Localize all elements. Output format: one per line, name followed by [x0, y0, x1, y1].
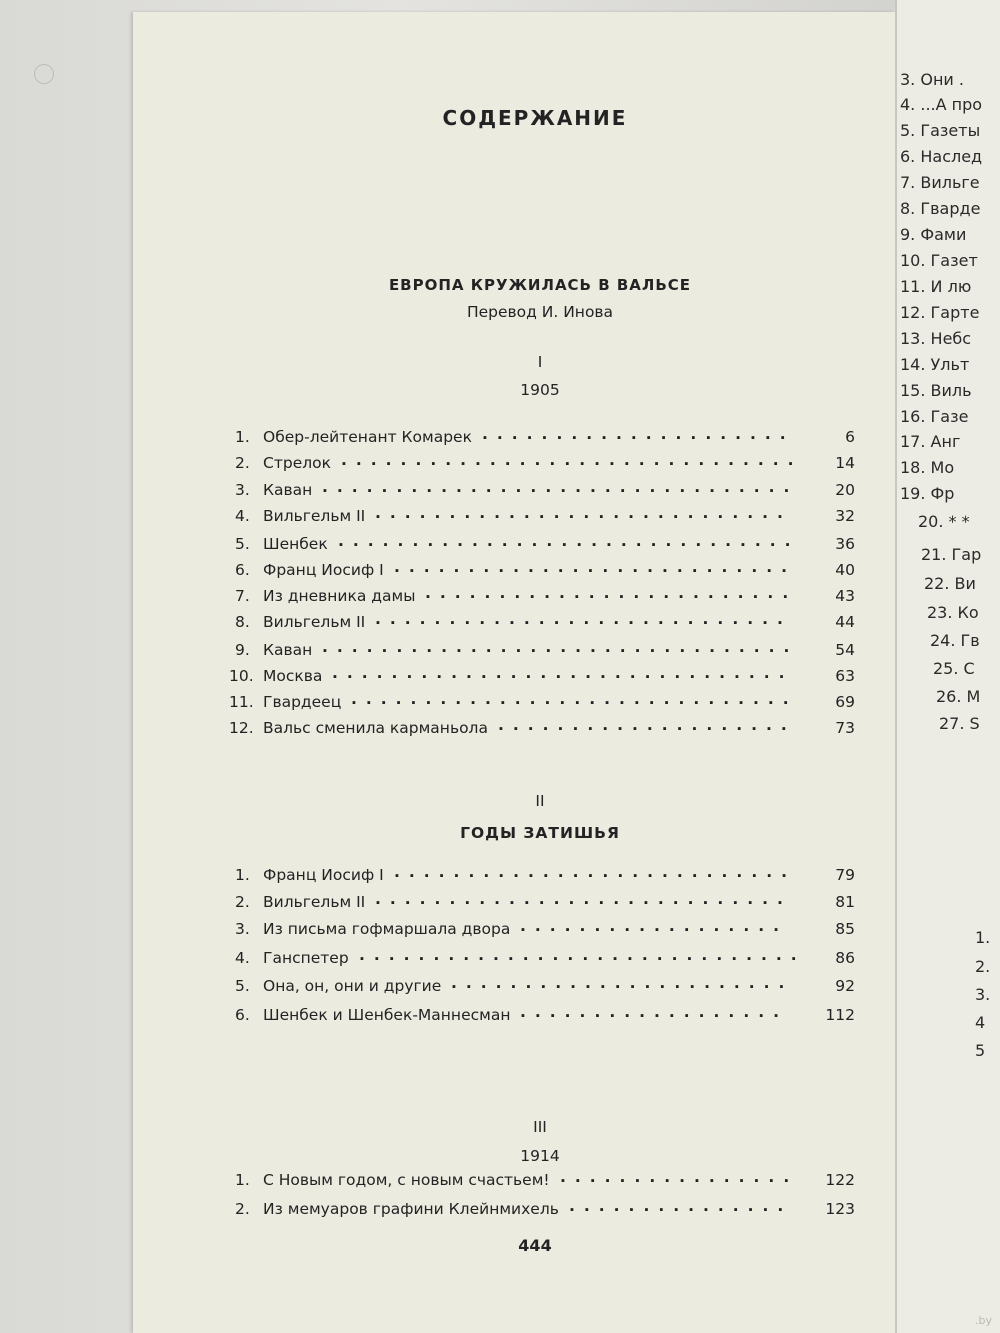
entry-title: Каван [263, 481, 313, 499]
entry-number: 1. [235, 1171, 250, 1189]
right-page-line: 7. Вильге [900, 173, 980, 192]
entry-number: 10. [229, 667, 254, 685]
entry-number: 9. [235, 641, 250, 659]
right-page-line: 23. Ко [927, 603, 979, 622]
right-page-line: 6. Наслед [900, 147, 983, 166]
toc-entry [235, 1168, 875, 1195]
right-page-line: 11. И лю [900, 277, 972, 296]
leader-dots: ..................... [482, 425, 795, 443]
entry-number: 1. [235, 428, 250, 446]
right-page-line: 13. Небс [900, 329, 972, 348]
toc-entry [235, 478, 875, 505]
part-title: 1905 [520, 381, 560, 399]
entry-page: 6 [845, 428, 855, 446]
entry-page: 92 [835, 977, 855, 995]
leader-dots: ........................... [394, 558, 796, 576]
toc-entry [235, 425, 875, 452]
entry-title: Из мемуаров графини Клейнмихель [263, 1200, 559, 1218]
entry-number: 4. [235, 507, 250, 525]
right-page-line: 17. Анг [900, 432, 961, 451]
right-page-line: 25. С [933, 659, 975, 678]
entry-page: 63 [835, 667, 855, 685]
entry-number: 8. [235, 613, 250, 631]
entry-page: 123 [825, 1200, 855, 1218]
leader-dots: ....................... [451, 974, 794, 992]
entry-title: Франц Иосиф I [263, 866, 384, 884]
translator-credit: Перевод И. Инова [466, 303, 614, 321]
entry-number: 5. [235, 535, 250, 553]
right-page-line: 10. Газет [900, 251, 978, 270]
right-page-line: 18. Мо [900, 458, 955, 477]
leader-dots: ............... [569, 1197, 793, 1215]
part-title: ГОДЫ ЗАТИШЬЯ [460, 824, 620, 842]
toc-entry [235, 558, 875, 585]
part-numeral: II [535, 792, 545, 810]
entry-page: 86 [835, 949, 855, 967]
right-page-line: 4 [975, 1013, 986, 1032]
entry-page: 44 [835, 613, 855, 631]
entry-number: 11. [229, 693, 254, 711]
entry-number: 2. [235, 893, 250, 911]
right-page-line: 4. ...А про [900, 95, 983, 114]
right-page-line: 19. Фр [900, 484, 955, 503]
toc-entry [235, 946, 875, 973]
toc-entry [235, 504, 875, 531]
entry-title: Вильгельм II [263, 507, 366, 525]
leader-dots: .................... [498, 716, 796, 734]
leader-dots: ................ [560, 1168, 799, 1186]
right-page-line: 16. Газе [900, 407, 969, 426]
entry-number: 6. [235, 561, 250, 579]
entry-title: Каван [263, 641, 313, 659]
entry-title: Стрелок [263, 454, 331, 472]
toc-entry [235, 610, 875, 637]
leader-dots: .................. [520, 917, 788, 935]
right-page-line: 27. S [939, 714, 980, 733]
entry-title: Из дневника дамы [263, 587, 416, 605]
leader-dots: .............................. [359, 946, 806, 964]
leader-dots: ............................ [375, 610, 792, 628]
entry-title: Москва [263, 667, 323, 685]
entry-number: 3. [235, 481, 250, 499]
entry-page: 14 [835, 454, 855, 472]
stain-mark [34, 64, 54, 84]
part-numeral: III [533, 1118, 547, 1136]
entry-title: Вильгельм II [263, 893, 366, 911]
right-page-line: 20. * * [918, 512, 970, 531]
entry-page: 112 [825, 1006, 855, 1024]
entry-title: Гвардеец [263, 693, 342, 711]
part-numeral: I [537, 353, 543, 371]
entry-page: 81 [835, 893, 855, 911]
entry-title: Ганспетер [263, 949, 349, 967]
book-title: ЕВРОПА КРУЖИЛАСЬ В ВАЛЬСЕ [388, 276, 692, 294]
part-title: 1914 [520, 1147, 560, 1165]
toc-entry [235, 974, 875, 1001]
toc-entry [235, 451, 875, 478]
leader-dots: ............................ [375, 890, 792, 908]
right-page-line: 22. Ви [924, 574, 976, 593]
toc-entry [229, 664, 875, 691]
entry-page: 54 [835, 641, 855, 659]
entry-page: 36 [835, 535, 855, 553]
right-page-line: 3. Они . [900, 70, 964, 89]
entry-page: 20 [835, 481, 855, 499]
entry-page: 32 [835, 507, 855, 525]
right-page-line: 15. Виль [900, 381, 972, 400]
toc-entry [229, 716, 875, 743]
entry-number: 4. [235, 949, 250, 967]
leader-dots: ........................... [394, 863, 796, 881]
entry-number: 6. [235, 1006, 250, 1024]
entry-title: Шенбек и Шенбек-Маннесман [263, 1006, 511, 1024]
entry-page: 122 [825, 1171, 855, 1189]
right-page-line: 3. [975, 985, 991, 1004]
right-page-line: 26. М [936, 687, 981, 706]
leader-dots: ............................... [332, 664, 794, 682]
toc-entry [235, 638, 875, 665]
leader-dots: ................................ [322, 478, 799, 496]
right-page-line: 5. Газеты [900, 121, 981, 140]
entry-page: 69 [835, 693, 855, 711]
leader-dots: .................. [520, 1003, 788, 1021]
toc-entry [235, 890, 875, 917]
leader-dots: ............................... [341, 451, 803, 469]
right-page-line: 14. Ульт [900, 355, 970, 374]
toc-entry [235, 532, 875, 559]
watermark: .by [975, 1314, 992, 1327]
entry-number: 12. [229, 719, 254, 737]
toc-entry [229, 690, 875, 717]
entry-number: 2. [235, 454, 250, 472]
entry-title: Франц Иосиф I [263, 561, 384, 579]
leader-dots: ............................ [375, 504, 792, 522]
entry-page: 40 [835, 561, 855, 579]
toc-entry [235, 1003, 875, 1030]
entry-number: 7. [235, 587, 250, 605]
leader-dots: ......................... [425, 584, 798, 602]
entry-title: Вильгельм II [263, 613, 366, 631]
toc-entry [235, 1197, 875, 1224]
entry-number: 2. [235, 1200, 250, 1218]
leader-dots: ................................ [322, 638, 799, 656]
entry-number: 1. [235, 866, 250, 884]
entry-title: Обер-лейтенант Комарек [263, 428, 472, 446]
entry-title: Вальс сменила карманьола [263, 719, 488, 737]
right-page-line: 24. Гв [930, 631, 980, 650]
entry-title: Шенбек [263, 535, 328, 553]
entry-title: Она, он, они и другие [263, 977, 442, 995]
right-page-line: 12. Гарте [900, 303, 980, 322]
page-title: СОДЕРЖАНИЕ [442, 106, 628, 130]
right-page-line: 2. [975, 957, 991, 976]
entry-title: Из письма гофмаршала двора [263, 920, 511, 938]
page-number: 444 [518, 1236, 552, 1255]
leader-dots: ............................... [338, 532, 800, 550]
right-page-line: 9. Фами [900, 225, 967, 244]
entry-page: 73 [835, 719, 855, 737]
toc-entry [235, 863, 875, 890]
entry-number: 5. [235, 977, 250, 995]
right-page-line: 8. Гварде [900, 199, 981, 218]
leader-dots: .............................. [351, 690, 798, 708]
entry-number: 3. [235, 920, 250, 938]
entry-page: 79 [835, 866, 855, 884]
toc-entry [235, 917, 875, 944]
entry-page: 43 [835, 587, 855, 605]
entry-title: С Новым годом, с новым счастьем! [263, 1171, 550, 1189]
right-page-line: 5 [975, 1041, 986, 1060]
right-page-line: 21. Гар [921, 545, 982, 564]
entry-page: 85 [835, 920, 855, 938]
toc-entry [235, 584, 875, 611]
right-page-line: 1. [975, 928, 991, 947]
